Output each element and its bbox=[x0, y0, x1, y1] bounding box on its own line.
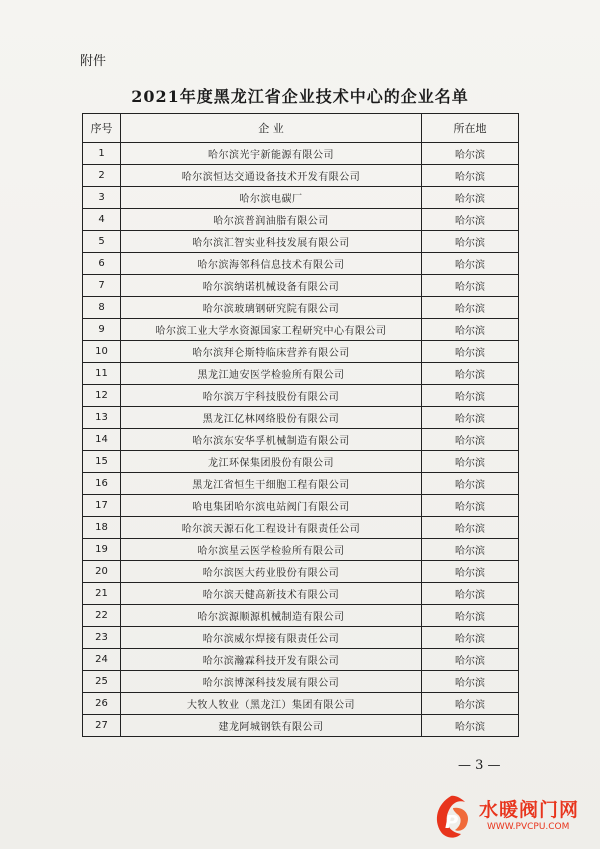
row-location: 哈尔滨 bbox=[422, 561, 519, 583]
table-row bbox=[83, 583, 519, 605]
row-company: 黑龙江亿林网络股份有限公司 bbox=[121, 407, 422, 429]
row-index: 21 bbox=[83, 583, 121, 605]
row-location: 哈尔滨 bbox=[422, 473, 519, 495]
row-index: 5 bbox=[83, 231, 121, 253]
watermark bbox=[427, 792, 597, 842]
row-company: 哈尔滨天健高新技术有限公司 bbox=[121, 583, 422, 605]
row-index: 1 bbox=[83, 143, 121, 165]
table-row bbox=[83, 319, 519, 341]
row-company: 哈电集团哈尔滨电站阀门有限公司 bbox=[121, 495, 422, 517]
row-index: 6 bbox=[83, 253, 121, 275]
table-row bbox=[83, 715, 519, 737]
svg-text:P: P bbox=[445, 812, 459, 833]
table-row bbox=[83, 275, 519, 297]
row-location: 哈尔滨 bbox=[422, 165, 519, 187]
row-location: 哈尔滨 bbox=[422, 341, 519, 363]
table-row bbox=[83, 627, 519, 649]
row-company: 哈尔滨天源石化工程设计有限责任公司 bbox=[121, 517, 422, 539]
row-index: 13 bbox=[83, 407, 121, 429]
attachment-label: 附件 bbox=[80, 54, 107, 69]
row-company: 龙江环保集团股份有限公司 bbox=[121, 451, 422, 473]
watermark-url: WWW.PVCPU.COM bbox=[487, 822, 570, 832]
table-row bbox=[83, 693, 519, 715]
table-row bbox=[83, 231, 519, 253]
row-location: 哈尔滨 bbox=[422, 187, 519, 209]
table-row bbox=[83, 363, 519, 385]
company-table bbox=[82, 113, 519, 737]
table-row bbox=[83, 495, 519, 517]
row-company: 建龙阿城钢铁有限公司 bbox=[121, 715, 422, 737]
row-index: 25 bbox=[83, 671, 121, 693]
row-location: 哈尔滨 bbox=[422, 627, 519, 649]
row-location: 哈尔滨 bbox=[422, 495, 519, 517]
table-row bbox=[83, 253, 519, 275]
row-location: 哈尔滨 bbox=[422, 693, 519, 715]
row-index: 20 bbox=[83, 561, 121, 583]
row-company: 哈尔滨电碳厂 bbox=[121, 187, 422, 209]
row-company: 哈尔滨威尔焊接有限责任公司 bbox=[121, 627, 422, 649]
row-location: 哈尔滨 bbox=[422, 275, 519, 297]
table-row bbox=[83, 473, 519, 495]
table-header-row bbox=[83, 114, 519, 143]
row-company: 哈尔滨玻璃钢研究院有限公司 bbox=[121, 297, 422, 319]
row-location: 哈尔滨 bbox=[422, 143, 519, 165]
row-location: 哈尔滨 bbox=[422, 209, 519, 231]
row-location: 哈尔滨 bbox=[422, 385, 519, 407]
row-index: 17 bbox=[83, 495, 121, 517]
row-index: 18 bbox=[83, 517, 121, 539]
header-company: 企 业 bbox=[121, 114, 422, 143]
table-row bbox=[83, 143, 519, 165]
row-index: 10 bbox=[83, 341, 121, 363]
row-company: 哈尔滨瀚霖科技开发有限公司 bbox=[121, 649, 422, 671]
watermark-logo-icon bbox=[427, 792, 475, 842]
row-location: 哈尔滨 bbox=[422, 715, 519, 737]
table-row bbox=[83, 671, 519, 693]
row-location: 哈尔滨 bbox=[422, 407, 519, 429]
row-index: 15 bbox=[83, 451, 121, 473]
row-index: 19 bbox=[83, 539, 121, 561]
table-row bbox=[83, 341, 519, 363]
row-company: 哈尔滨医大药业股份有限公司 bbox=[121, 561, 422, 583]
row-index: 14 bbox=[83, 429, 121, 451]
row-company: 哈尔滨海邻科信息技术有限公司 bbox=[121, 253, 422, 275]
row-location: 哈尔滨 bbox=[422, 517, 519, 539]
table-row bbox=[83, 451, 519, 473]
row-index: 22 bbox=[83, 605, 121, 627]
row-company: 黑龙江迪安医学检验所有限公司 bbox=[121, 363, 422, 385]
row-location: 哈尔滨 bbox=[422, 649, 519, 671]
row-company: 黑龙江省恒生干细胞工程有限公司 bbox=[121, 473, 422, 495]
row-company: 哈尔滨工业大学水资源国家工程研究中心有限公司 bbox=[121, 319, 422, 341]
row-company: 哈尔滨万宇科技股份有限公司 bbox=[121, 385, 422, 407]
table-row bbox=[83, 649, 519, 671]
page-title: 2021年度黑龙江省企业技术中心的企业名单 bbox=[131, 87, 469, 106]
table-row bbox=[83, 517, 519, 539]
row-index: 16 bbox=[83, 473, 121, 495]
row-index: 27 bbox=[83, 715, 121, 737]
row-index: 24 bbox=[83, 649, 121, 671]
row-company: 哈尔滨博深科技发展有限公司 bbox=[121, 671, 422, 693]
table-row bbox=[83, 165, 519, 187]
row-index: 8 bbox=[83, 297, 121, 319]
row-index: 4 bbox=[83, 209, 121, 231]
row-location: 哈尔滨 bbox=[422, 363, 519, 385]
header-index: 序号 bbox=[83, 114, 121, 143]
table-row bbox=[83, 407, 519, 429]
row-index: 7 bbox=[83, 275, 121, 297]
row-index: 12 bbox=[83, 385, 121, 407]
row-company: 哈尔滨源顺源机械制造有限公司 bbox=[121, 605, 422, 627]
row-company: 哈尔滨东安华孚机械制造有限公司 bbox=[121, 429, 422, 451]
row-index: 2 bbox=[83, 165, 121, 187]
row-index: 23 bbox=[83, 627, 121, 649]
row-company: 哈尔滨普润油脂有限公司 bbox=[121, 209, 422, 231]
row-company: 哈尔滨拜仑斯特临床营养有限公司 bbox=[121, 341, 422, 363]
table-row bbox=[83, 561, 519, 583]
row-company: 哈尔滨恒达交通设备技术开发有限公司 bbox=[121, 165, 422, 187]
row-location: 哈尔滨 bbox=[422, 253, 519, 275]
row-index: 11 bbox=[83, 363, 121, 385]
row-company: 哈尔滨光宇新能源有限公司 bbox=[121, 143, 422, 165]
row-index: 9 bbox=[83, 319, 121, 341]
row-location: 哈尔滨 bbox=[422, 319, 519, 341]
row-location: 哈尔滨 bbox=[422, 605, 519, 627]
table-body bbox=[83, 143, 519, 737]
row-company: 哈尔滨纳诺机械设备有限公司 bbox=[121, 275, 422, 297]
row-location: 哈尔滨 bbox=[422, 539, 519, 561]
row-location: 哈尔滨 bbox=[422, 297, 519, 319]
row-location: 哈尔滨 bbox=[422, 429, 519, 451]
row-index: 26 bbox=[83, 693, 121, 715]
table-row bbox=[83, 605, 519, 627]
row-location: 哈尔滨 bbox=[422, 451, 519, 473]
row-location: 哈尔滨 bbox=[422, 671, 519, 693]
table-row bbox=[83, 297, 519, 319]
table-row bbox=[83, 539, 519, 561]
row-company: 哈尔滨星云医学检验所有限公司 bbox=[121, 539, 422, 561]
watermark-name: 水暖阀门网 bbox=[479, 799, 580, 821]
table-row bbox=[83, 209, 519, 231]
row-location: 哈尔滨 bbox=[422, 583, 519, 605]
table-row bbox=[83, 429, 519, 451]
table-row bbox=[83, 385, 519, 407]
table-row bbox=[83, 187, 519, 209]
row-company: 大牧人牧业（黑龙江）集团有限公司 bbox=[121, 693, 422, 715]
row-company: 哈尔滨汇智实业科技发展有限公司 bbox=[121, 231, 422, 253]
page-number: — 3 — bbox=[458, 758, 501, 773]
row-index: 3 bbox=[83, 187, 121, 209]
row-location: 哈尔滨 bbox=[422, 231, 519, 253]
header-location: 所在地 bbox=[422, 114, 519, 143]
